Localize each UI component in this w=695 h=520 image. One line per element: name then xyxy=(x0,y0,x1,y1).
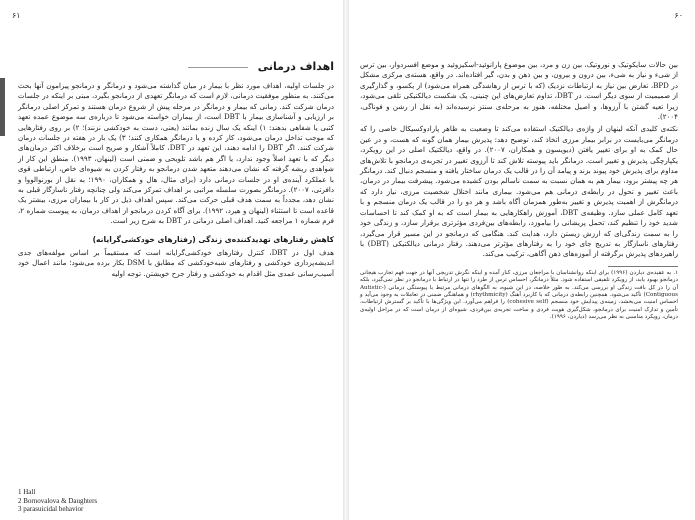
right-footnote: ۱. به عقیده‌ی دیاردن (۱۹۹۶) برای اینکه روانشناسان با مراجعان مرزی، کنار آمده و اینکه نگرش تدریجی آنها در جهت فهم تجارب هیجانی درمانجو بهبود یابد، از رویکرد تلفیقی استفاده شود. مثلاً درمانگر، احساس ترس از طرد را تنها در ارتباط با درمانجو در نظر نمی‌گیرد، بلکه آن را در کل بافت زندگی او بررسی می‌کند. به طور خلاصه، در این شیوه، به الگوهای درمانی مرتبط با پیوستگی درمانی (Autistic-Contiguous) تأکید می‌شود. همچنین رابطه‌ی درمانی که با کاربرد آهنگ (rhythmicity) و هماهنگی ضمنی در تعاملات به وجود می‌آید و احساس امنیت می‌بخشد، زمینه‌ی پیدایش خود منسجم (cohesive self) را فراهم می‌آورد. این ویژگی‌ها با تأکید بر گسترش ارتباطات، تأمین و تدارک امنیت برای درمانجو، شکل‌گیری هویت فردی و ساخت تجربه‌ی بین‌فردی، شیوه‌ای از درمان است که در مراحل اولیه‌ی درمان، رویکرد مناسبی به نظر می‌رسد (دیاردن، ۱۹۹۶). xyxy=(360,269,678,321)
footnote-rule xyxy=(608,266,678,267)
footnote-1: 1 Hall xyxy=(18,488,36,496)
right-paragraph-2: نکته‌ی کلیدی آنکه لینهان از واژه‌ی دیالکتیک استفاده می‌کند تا وضعیت به ظاهر پارادوکسیکال خاصی را که درمانگر می‌بایست در برابر بیمار مرزی اتخاذ کند، توضیح دهد: پذیرش بیمار همان گونه که هست، و در عین حال کمک به او برای تغییر یافتن (دیویسون و همکاران، ۲۰۰۷). در واقع، دیالکتیک اصلی در این رویکرد، یکپارچگی پذیرش و تغییر است. درمانگر باید پیوسته تلاش کند تا آرزوی تغییر در تجربه‌ی درمانجو با تلاش‌های مداوم برای پذیرش خود پیوند بزند و پیامد آن را در قالب یک درمان ساختار یافته و منسجم دنبال کند. درمانگر هر چه پیشتر برود، بیمار هم به همان نسبت به سمت ناسالم بودن کشیده می‌شود. پیشرفت بیمار در درمان، باعث تغییر و تحول در رابطه‌ی درمانی هم می‌شود. بیماری مانند اختلال شخصیت مرزی، نیاز دارد که درمانگرش از اهمیت پذیرش و تغییر به‌طور همزمان آگاه باشد و هر دو را در قالب یک درمان منسجم و با تعهد کامل عملی سازد. وظیفه‌ی DBT، آموزش راهکارهایی به بیمار است که به او کمک کند تا احساسات شدید خود را تنظیم کند، تحمل پریشانی را بیاموزد، رابطه‌های بین‌فردی مؤثرتری برقرار سازد، و زندگی خود را به سمت زندگی‌ای که ارزش زیستن دارد، هدایت کند. هنگامی که درمانجو در این مسیر قرار می‌گیرد، رفتارهای ناسازگار به تدریج جای خود را به رفتارهای مؤثرتر می‌دهند. رفتار درمانی دیالکتیکی (DBT) با راهبردهای پذیرش برگرفته از آموزه‌های ذهن آگاهی، ترکیب می‌کند. xyxy=(360,124,678,259)
page-edge-tab xyxy=(0,78,5,136)
footnote-2: 2 Bornovalova & Daughters xyxy=(18,496,98,505)
subsection-heading: کاهش رفتارهای تهدیدکننده‌ی زندگی (رفتارهای خودکشی‌گرایانه) xyxy=(92,234,334,244)
left-footnotes xyxy=(18,488,198,514)
section-heading xyxy=(18,60,334,73)
subsection-paragraph: هدف اول در DBT، کنترل رفتارهای خودکشی‌گرایانه است که مستقیماً بر اساس مولفه‌های جدی اندیشه‌پردازی خودکشی و رفتارهای شبه‌خودکشی که مطابق با DSM بکار برده می‌شود؛ مانند اعمال خود آسیب‌رسانی عمدی مثل اقدام به خودکشی و رفتار جرح خویشتن. توجه اولیه xyxy=(18,247,335,278)
right-paragraph-1: بین حالات سایکوتیک و نوروتیک، بین زن و مرد، بین موضوع پارانوئید-اسکیزوئید و موضع افسردوار، بین ترس از شیء و نیاز به شیء، بین درون و بیرون، و بین ذهن و بدن، گیر افتاده‌اند. در واقع، هسته‌ی مرکزی مشکل در BPD، تعارض بین نیاز به ارتباطات نزدیک (که با ترس از رهاشدگی همراه می‌شود) از یکسو، و گذارگیری از صمیمیت از سوی دیگر است. در DBT، تداوم تعارض‌های این چنینی، یک شکست دیالکتیکی تلقی می‌شود، زیرا تعیه گشتن با آرزوها، و اصیل مختلفه، هنوز به مرحله‌ی سنتز نرسیده‌اند (به نقل از رشن و فوناگی، ۲۰۰۴). xyxy=(360,60,679,122)
section-heading-text: اهداف درمانی xyxy=(257,60,334,73)
intro-paragraph: در جلسات اولیه، اهداف مورد نظر با بیمار در میان گذاشته می‌شود و درمانگر و درمانجو پیرامون آنها بحث می‌کنند. به منظور موفقیت درمانی، لازم است که درمانگر تعهدی از درمانجو بگیرد، مبنی بر اینکه در جلسات درمان شرکت کند. زمانی که بیمار و درمانگر در مرحله پیش از شروع درمان هستند و تمرکز اصلی درمانگر بر ارزیابی و آشناسازی بیمار با DBT است، از بیماران خواسته می‌شود تا درباره‌ی سه موضوع عمده تعهد کتبی یا شفاهی بدهند: ۱) اینکه یک سال زنده بمانند (یعنی، دست به خودکشی نزنند)؛ ۲) بر روی رفتارهایی که موجب تداخل درمان می‌شود، کار کرده و یا درمانگر همکاری کنند؛ ۳) یک بار در هفته در جلسات درمان شرکت کنند. اگر DBT را ادامه دهند، این تعهد در DBT، کاملاً آشکار و صریح است برخلاف اکثر درمان‌های دیگر که با تعهد اصلاً وجود ندارد، یا اگر هم باشد تلویحی و ضمنی است (لینهان، ۱۹۹۳). منطق این کار از شواهدی ریشه گرفته که نشان می‌دهند متعهد شدن درمانجو به رفتار کردن به شیوه‌ای خاص، ارتباطی قوی با عملکرد آینده‌ی او در جلسات درمانی دارد (برای مثال، هال و همکاران، ۱۹۹۰؛ به نقل از بورنوالووا و دافرتی، ۲۰۰۷). درمانگر بصورت سلسله مراتبی بر اهداف تمرکز می‌کند ولی چنانچه رفتار ناسازگار قبلی به نشان دهد، مجدداً به سمت هدف قبلی حرکت می‌کند. سپس اهداف ذیل در کار با بیماران مرزی، بیشتر یک قاعده است تا استثناء (لینهان و هیرد، ۱۹۹۲). برای آگاه کردن درمانجو از اهداف درمان، به پیوست شماره ۲، فرم شماره ۱ مراجعه کنید. اهداف اصلی درمانی در DBT به شرح زیر است. xyxy=(18,81,334,226)
heading-rule xyxy=(188,67,248,68)
book-gutter xyxy=(343,0,349,520)
right-page xyxy=(360,60,678,322)
footnote-3: 3 parasuicidal behavior xyxy=(18,505,84,514)
right-page-number: ۶۰ xyxy=(674,11,683,20)
left-page xyxy=(18,60,334,279)
left-page-number: ۶۱ xyxy=(12,11,21,20)
